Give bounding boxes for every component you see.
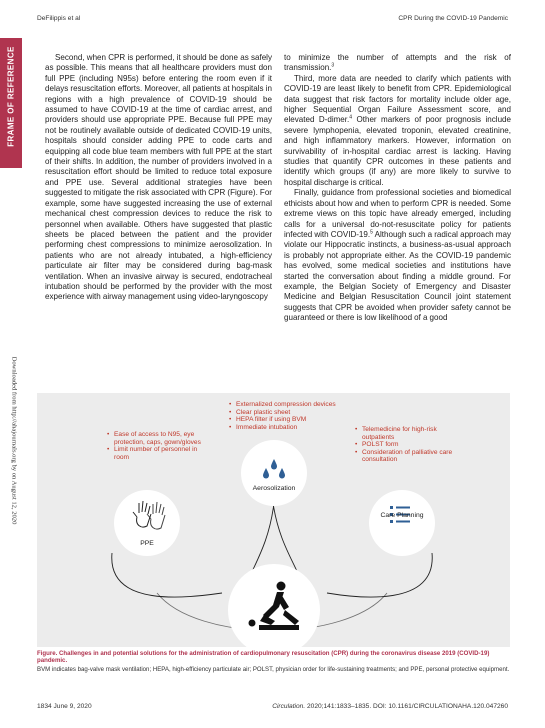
care-planning-circle [369, 490, 435, 556]
body-paragraph: to minimize the number of attempts and the risk of transmission.$^3$ [284, 53, 511, 73]
aerosolization-circle [241, 440, 307, 506]
footer-citation: Circulation. 2020;141:1833–1835. DOI: 10.1161/CIRCULATIONAHA.120.047260 [272, 703, 508, 710]
body-paragraph: Finally, guidance from professional societies and biomedical ethicists about how and when to perform CPR is needed. Some extreme views on this topic have already emerged, including calls for a universal do-not-resuscitate policy for patients infected with COVID-19.$^5$ Although such a radical approach may violate our Hippocratic instincts, a business-as-usual approach is probably not appropriate either. As the COVID-19 pandemic has evolved, some medical societies and institutions have started the conversation about finding a middle ground. For example, the Belgian Society of Emergency and Disaster Medicine and Belgian Resuscitation Council joint statement suggests that CPR be avoided when provider safety cannot be guaranteed or there is low likelihood of a good [284, 188, 511, 323]
download-note: Downloaded from http://ahajournals.org by on August 12, 2020 [10, 356, 18, 525]
aerosolization-label: Aerosolization [252, 485, 296, 492]
reference-marker[interactable]: 5 [370, 229, 373, 236]
aerosolization-bullet-list [229, 401, 349, 431]
list-item: • Externalized compression devices [229, 401, 349, 409]
list-item: • Ease of access to N95, eye protection, caps, gown/gloves [107, 431, 207, 446]
list-item: • Telemedicine for high-risk outpatients [355, 426, 465, 441]
caption-title: Figure. Challenges in and potential solutions for the administration of cardiopulmonary resuscitation (CPR) during the coronavirus disease 2019 (COVID-19) pandemic. [37, 650, 490, 665]
body-paragraph: Third, more data are needed to clarify which patients with COVID-19 are least likely to benefit from CPR. Epidemiological data suggest that risk factors for mortality include older age, higher Sequential Organ Failure Assessment score, and elevated D-dimer.$^4$ Other markers of poor prognosis include severe lymphopenia, elevated troponin, elevated creatinine, and high inflammatory markers. However, information on survivability of in-hospital cardiac arrest is lacking. Having studies that quantify CPR outcomes in these patients and identify which groups (if any) are more likely to survive to hospital discharge is critical. [284, 73, 511, 187]
list-item: • Limit number of personnel in room [107, 446, 207, 461]
care-planning-label: Care Planning [380, 512, 424, 519]
reference-marker[interactable]: 3 [331, 62, 335, 69]
running-header-title: CPR During the COVID-19 Pandemic [398, 15, 508, 22]
list-item: • Clear plastic sheet [229, 409, 349, 417]
reference-marker[interactable]: 4 [349, 114, 353, 121]
left-text-column [45, 53, 272, 383]
list-item: • Immediate intubation [229, 424, 349, 432]
ppe-bullet-list [107, 431, 207, 461]
list-item: • POLST form [355, 441, 465, 449]
list-item: • Consideration of palliative care consultation [355, 449, 465, 464]
right-text-column [284, 53, 511, 383]
running-header-authors: DeFilippis et al [37, 15, 81, 22]
caption-notes: BVM indicates bag-valve mask ventilation; HEPA, high-efficiency particulate air; POLST, physician order for life-sustaining treatments; and PPE, personal protective equipment. [37, 665, 510, 673]
list-item: • HEPA filter if using BVM [229, 416, 349, 424]
care-planning-bullet-list [355, 426, 465, 464]
ppe-label: PPE [140, 540, 154, 547]
section-label: FRAME OF REFERENCE [6, 46, 16, 147]
footer-journal: Circulation. [272, 703, 306, 710]
footer-page-date: 1834 June 9, 2020 [37, 703, 92, 710]
body-paragraph: Second, when CPR is performed, it should be done as safely as possible. This means that all healthcare providers must don full PPE (including N95s) before entering the room even if it delays resuscitation efforts. Moreover, all patients at hospitals in regions with a high prevalence of COVID-19 should be assumed to have COVID-19 at the time of cardiac arrest, and providers should use appropriate PPE. Because full PPE may not be routinely available outside of dedicated COVID-19 units, hospitals should consider adding PPE to code carts and equipping all code blue team members with full PPE at the start of their shifts. In addition, the number of providers involved in a resuscitation effort should be limited to reduce total exposure and PPE use. Several additional strategies have been suggested to mitigate the risk associated with CPR (Figure). For example, some have suggested increasing the use of external mechanical chest compression devices to reduce the risk to personnel when available. Others have suggested that plastic sheets be placed between the patient and the provider performing chest compressions to minimize aerosolization. In patients who are not already intubated, a high-efficiency particulate air filter may be considered during bag-mask ventilation. When an invasive airway is secured, endotracheal intubation should be performed by the provider with the most experience with airway management using video-laryngoscopy [45, 53, 272, 302]
figure-panel [37, 393, 510, 647]
figure-caption [37, 650, 512, 673]
